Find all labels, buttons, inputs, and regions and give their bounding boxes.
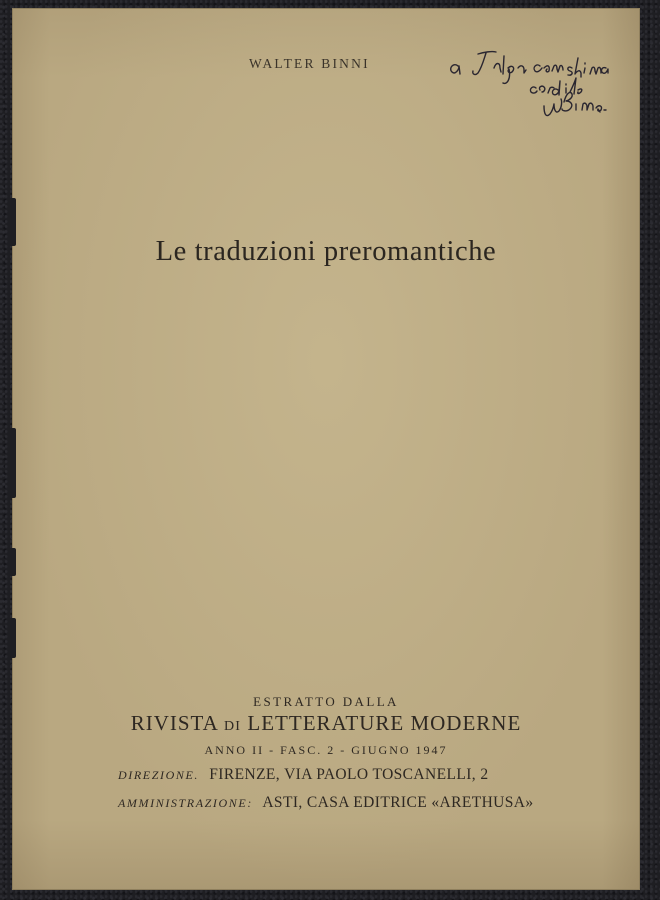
journal-name-part1: RIVISTA: [130, 711, 218, 735]
amministrazione-label: AMMINISTRAZIONE:: [118, 796, 253, 810]
spine-damage: [9, 618, 16, 658]
author-name: WALTER BINNI: [249, 56, 370, 71]
journal-name-di: DI: [223, 719, 242, 734]
handwritten-dedication: [444, 44, 614, 124]
issue-info: ANNO II - FASC. 2 - GIUGNO 1947: [204, 743, 448, 757]
amministrazione-line: [118, 794, 534, 812]
pamphlet-cover: [12, 8, 640, 890]
amministrazione-address: ASTI, CASA EDITRICE «ARETHUSA»: [262, 794, 534, 811]
extract-line: ESTRATTO DALLA: [253, 694, 399, 709]
direzione-line: [118, 766, 488, 784]
spine-damage: [9, 548, 16, 576]
spine-damage: [9, 428, 16, 498]
journal-name: [12, 711, 640, 736]
direzione-label: DIREZIONE.: [118, 768, 199, 782]
journal-name-part2: LETTERATURE MODERNE: [247, 711, 522, 735]
publication-title: Le traduzioni preromantiche: [155, 236, 497, 267]
direzione-address: FIRENZE, VIA PAOLO TOSCANELLI, 2: [209, 766, 489, 783]
